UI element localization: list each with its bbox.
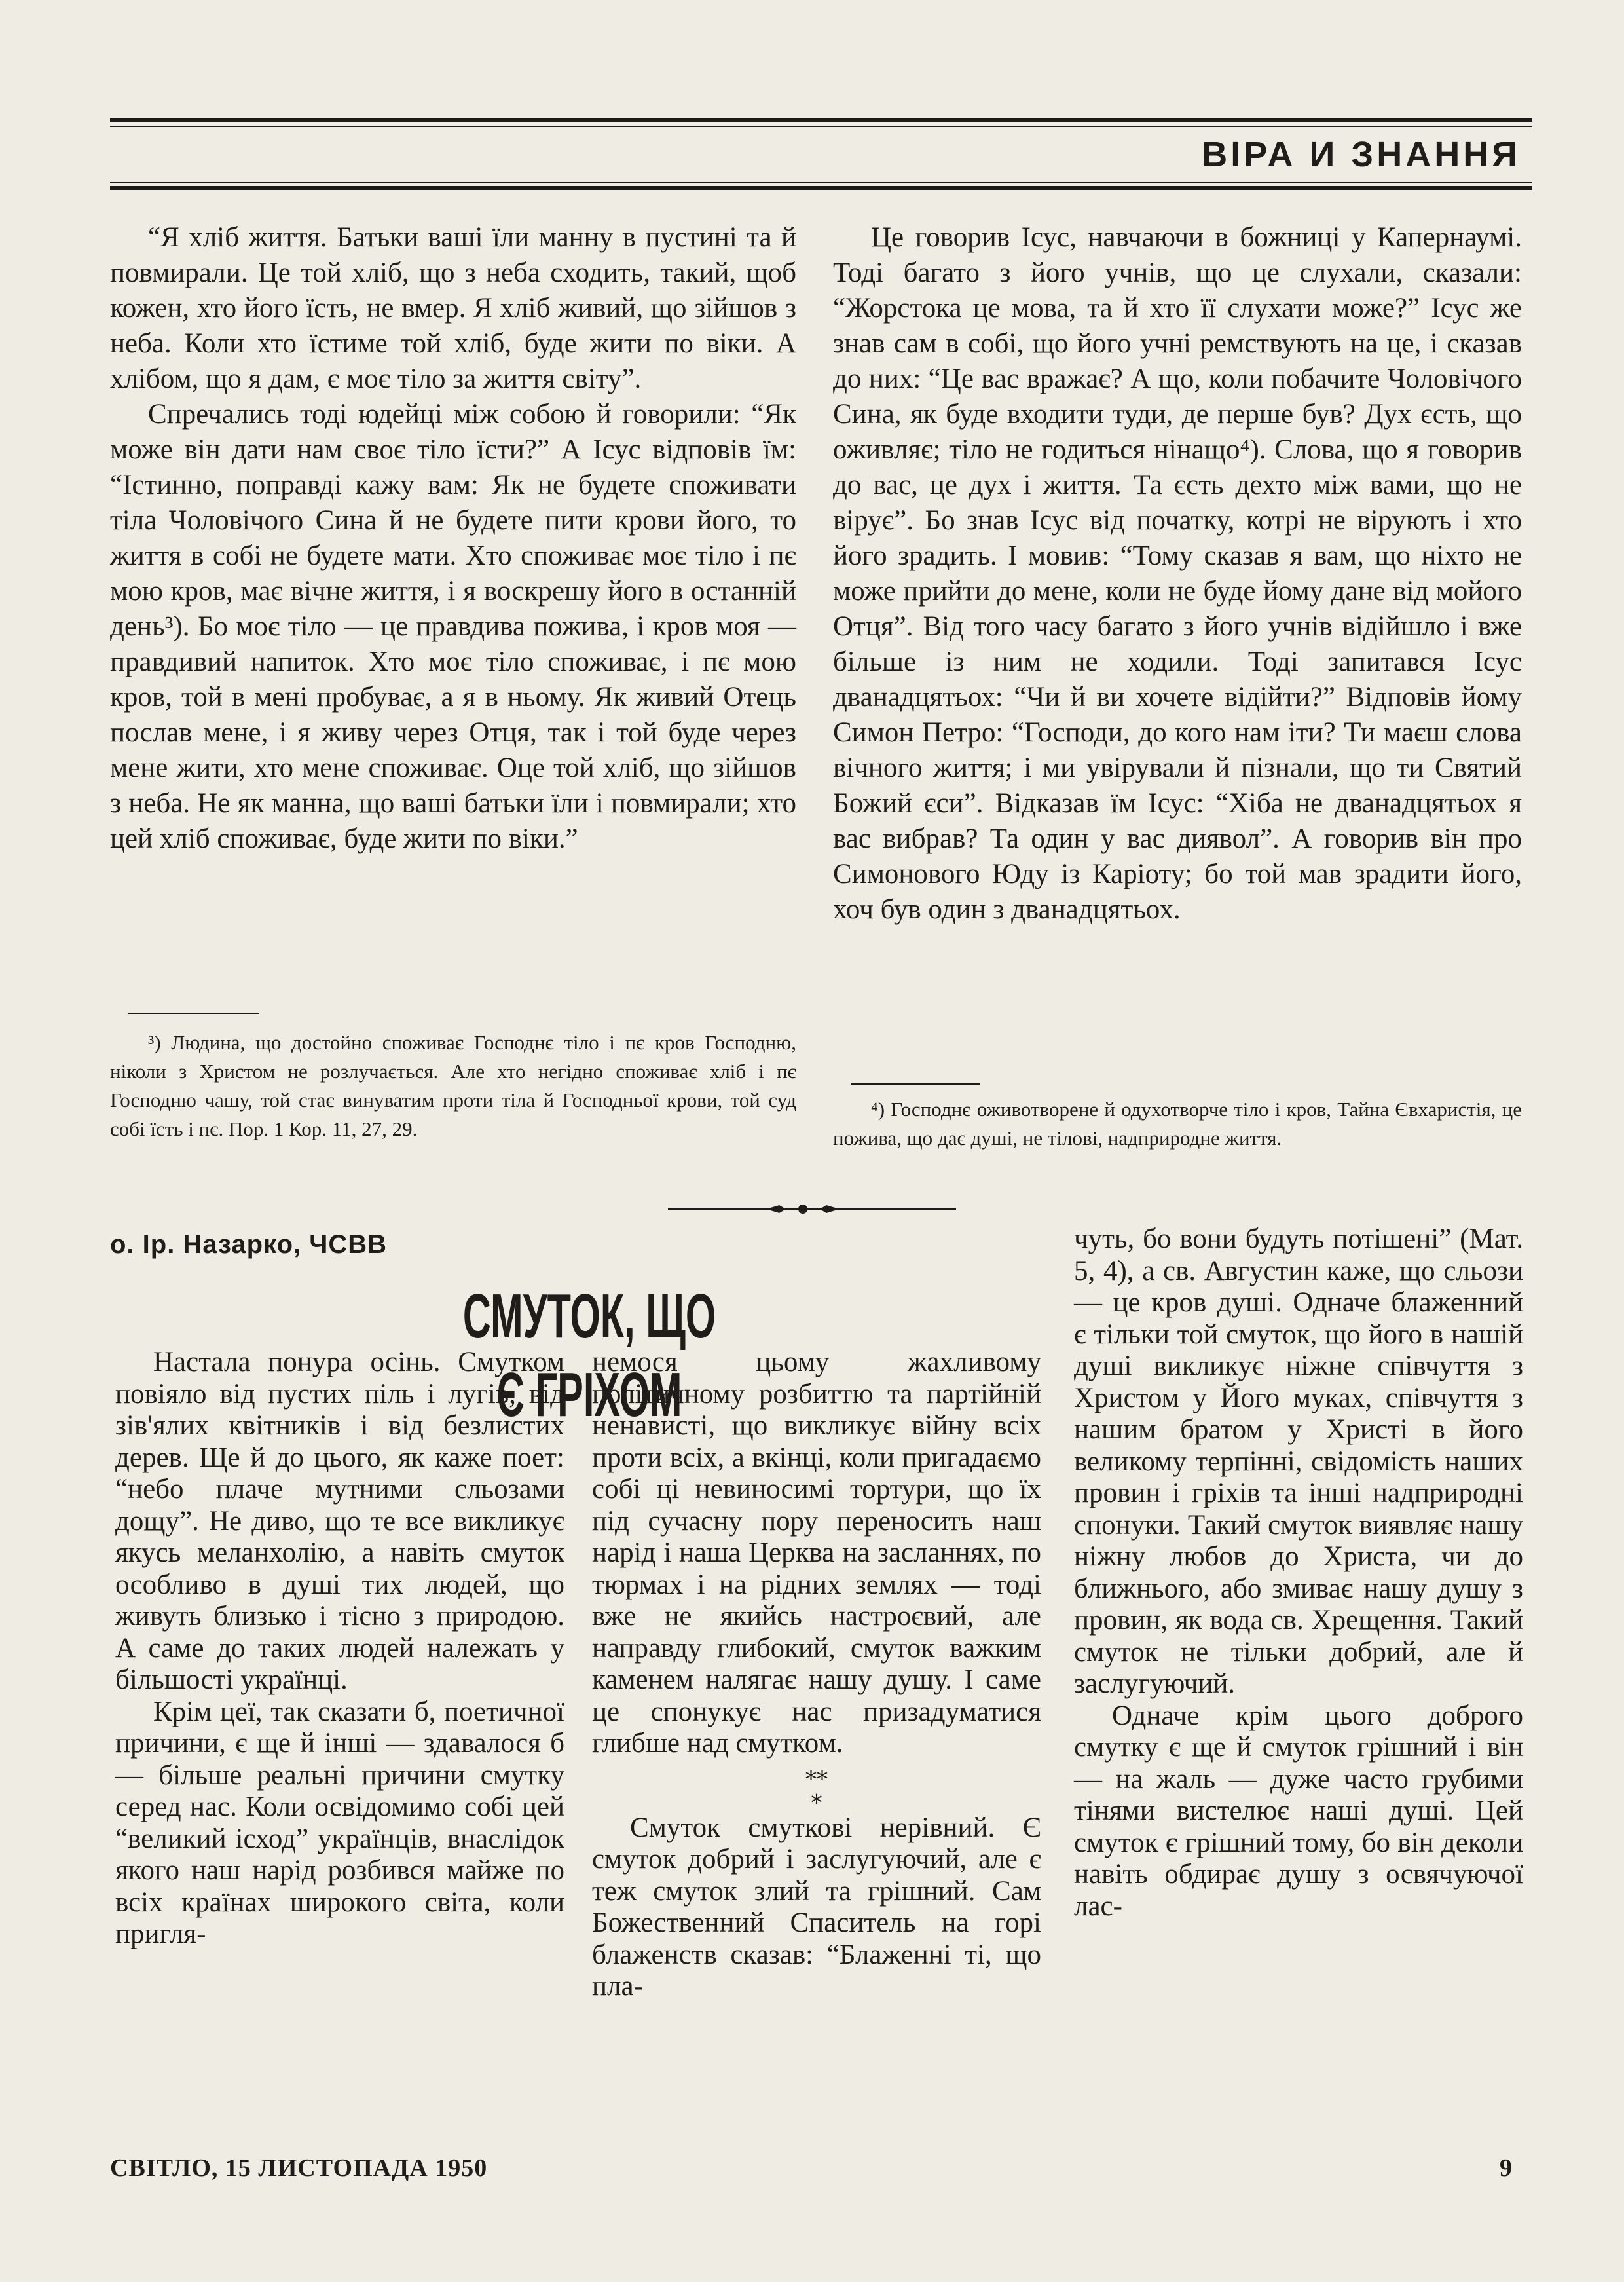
header-rule-top-thin [110, 126, 1532, 127]
header-rule-bottom-thick [110, 186, 1532, 190]
footnote-3: ³) Людина, що достойно споживає Господнє тіло і пє кров Господню, ніколи з Христом не розлучається. Але хто негідно споживає хліб і пє Господню чашу, той стає винуватим проти тіла й Господньої крови, той суд собі їсть і пє. Пор. 1 Кор. 11, 27, 29. [110, 1031, 796, 1140]
article-paragraph: немося цьому жахливому політичному розбиттю та партійній ненависті, що викликує війну всіх проти всіх, а вкінці, коли пригадаємо собі ці невиносимі тортури, що їх під сучасну пору переносить наш нарід і наша Церква на засланнях, по тюрмах і на рідних землях — тоді вже не якийсь настроєвий, але направду глибокий, смуток важким каменем налягає нашу душу. І саме це спонукує нас призадуматися глибше над смутком. [592, 1347, 1041, 1759]
article-column-2 [592, 1347, 1041, 2003]
top-left-paragraph: Спречались тоді юдейці між собою й говорили: “Як може він дати нам своє тіло їсти?” А Ісус відповів їм: “Істинно, поправді кажу вам: Як не будете споживати тіла Чоловічого Сина й не будете пити крови його, то життя в собі не будете мати. Хто споживає моє тіло і пє мою кров, має вічне життя, і я воскрешу його в останній день³). Бо моє тіло — це правдива пожива, і кров моя — правдивий напиток. Хто моє тіло споживає, і пє мою кров, той в мені пробуває, а я в ньому. Як живий Отець послав мене, і я живу через Отця, так і той буде через мене жити, хто мене споживає. Оце той хліб, що зійшов з неба. Не як манна, що ваші батьки їли і повмирали; хто цей хліб споживає, буде жити по віки.” [110, 399, 796, 854]
header-rule-top-thick [110, 118, 1532, 122]
article-paragraph: Настала понура осінь. Смутком повіяло від пустих піль і лугів, від зів'ялих квітників і від безлистих дерев. Ще й до цього, як каже поет: “небо плаче мутними сльозами дощу”. Не диво, що те все викликує якусь меланхолію, а навіть смуток особливо в душі тих людей, що живуть близько і тісно з природою. А саме до таких людей належать у більшості українці. [115, 1347, 564, 1695]
article-byline: о. Ір. Назарко, ЧСВВ [110, 1230, 388, 1259]
article-paragraph: Крім цеї, так сказати б, поетичної причини, є ще й інші — здавалося б — більше реальні причини смутку серед нас. Коли освідомимо собі цей “великий ісход” українців, внаслідок якого наш нарід розбився майже по всіх країнах широкого світа, коли пригля- [115, 1696, 564, 1949]
top-left-paragraph: “Я хліб життя. Батьки ваші їли манну в пустині та й повмирали. Це той хліб, що з неба сходить, такий, щоб кожен, хто його їсть, не вмер. Я хліб живий, що зійшов з неба. Коли хто їстиме той хліб, буде жити по віки. А хлібом, що я дам, є моє тіло за життя світу”. [110, 222, 796, 394]
article-headline: СМУТОК, ЩО Є ГРІХОМ [462, 1281, 716, 1430]
header-rule-bottom-thin [110, 182, 1532, 183]
page-number: 9 [1500, 2154, 1512, 2182]
article-paragraph: Одначе крім цього доброго смутку є ще й смуток грішний і він — на жаль — дуже часто грубими тінями вистелює наші душі. Цей смуток є грішний тому, бо він деколи навіть обдирає душу з освячуючої лас- [1074, 1700, 1523, 1922]
article-column-1 [115, 1347, 564, 1951]
article-column-3 [1074, 1224, 1523, 1922]
article-paragraph: Смуток смуткові нерівний. Є смуток добрий і заслугуючий, але є теж смуток злий та грішний. Сам Божественний Спаситель на горі блаженств сказав: “Блаженні ті, що пла- [592, 1812, 1041, 2002]
top-right-column [833, 220, 1522, 927]
ornamental-divider [668, 1200, 956, 1218]
footnote-rule-right [851, 1083, 980, 1085]
section-title: ВІРА И ЗНАННЯ [1202, 135, 1521, 174]
footnote-rule-left [128, 1013, 259, 1014]
footnote-4: ⁴) Господнє оживотворене й одухотворче тіло і кров, Тайна Євхаристія, це пожива, що дає душі, не тілові, надприродне життя. [833, 1098, 1522, 1150]
footer-publication-date: СВІТЛО, 15 ЛИСТОПАДА 1950 [110, 2154, 488, 2182]
top-left-column [110, 220, 796, 857]
top-right-paragraph: Це говорив Ісус, навчаючи в божниці у Капернаумі. Тоді багато з його учнів, що це слухали, сказали: “Жорстока це мова, та й хто її слухати може?” Ісус же знав сам в собі, що його учні ремствують на це, і сказав до них: “Це вас вражає? А що, коли побачите Чоловічого Сина, як буде входити туди, де перше був? Дух єсть, що оживляє; тіло не годиться нінащо⁴). Слова, що я говорив до вас, це дух і життя. Та єсть дехто між вами, що не вірує”. Бо знав Ісус від початку, котрі не вірують і хто його зрадить. І мовив: “Тому сказав я вам, що ніхто не може прийти до мене, коли не буде йому дане від мойого Отця”. Від того часу багато з його учнів відійшло і вже більше із ним не ходили. Тоді запитався Ісус дванадцятьох: “Чи й ви хочете відійти?” Відповів йому Симон Петро: “Господи, до кого нам іти? Ти маєш слова вічного життя; і ми увірували й пізнали, що ти Святий Божий єси”. Відказав їм Ісус: “Хіба не дванадцятьох я вас вибрав? Та один у вас диявол”. А говорив він про Симонового Юду із Каріоту; бо той мав зрадити його, хоч був один з дванадцятьох. [833, 222, 1522, 925]
article-paragraph: чуть, бо вони будуть потішені” (Мат. 5, 4), а св. Августин каже, що сльози — це кров душі. Одначе блаженний є тільки той смуток, що його в нашій душі викликує ніжне співчуття з Христом у Його муках, співчуття з нашим братом у Христі в його великому терпінні, свідомість наших провин і гріхів та інші надприродні спонуки. Такий смуток виявляє нашу ніжну любов до Христа, чи до ближнього, або змиває нашу душу з провин, як вода св. Хрещення. Такий смуток не тільки добрий, але й заслугуючий. [1074, 1224, 1523, 1699]
section-asterism: ⁎⁎ ⁎ [805, 1760, 828, 1808]
